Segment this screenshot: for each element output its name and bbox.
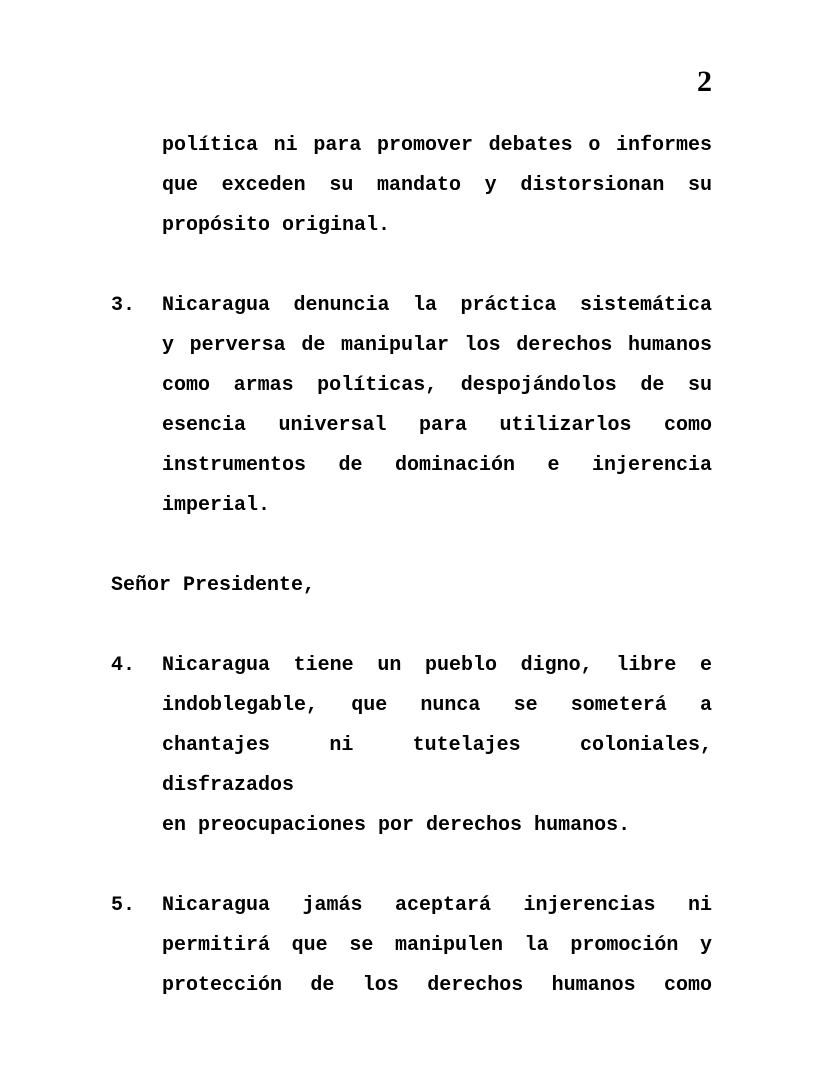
salutation-line — [111, 566, 712, 606]
document-body — [111, 126, 725, 1046]
text-line: permitirá que se manipulen la promoción y — [162, 934, 712, 957]
text-line: y perversa de manipular los derechos humanos — [162, 334, 712, 357]
text-line: Nicaragua tiene un pueblo digno, libre e — [162, 654, 712, 677]
text-line: indoblegable, que nunca se someterá a — [162, 694, 712, 717]
text-line: en preocupaciones por derechos humanos. — [162, 814, 631, 837]
paragraph-number: 3. — [111, 294, 136, 317]
numbered-paragraph — [111, 646, 725, 846]
text-line: política ni para promover debates o informes — [162, 134, 712, 157]
text-line: protección de los derechos humanos como — [162, 974, 712, 997]
text-line: propósito original. — [162, 214, 391, 237]
text-line: imperial. — [162, 494, 271, 517]
text-line: instrumentos de dominación e injerencia — [162, 454, 712, 477]
text-line: como armas políticas, despojándolos de su — [162, 374, 712, 397]
text-line: Nicaragua denuncia la práctica sistemática — [162, 294, 712, 317]
numbered-paragraph — [111, 286, 712, 526]
text-line: esencia universal para utilizarlos como — [162, 414, 712, 437]
paragraph-number: 4. — [111, 654, 136, 677]
page-number: 2 — [697, 65, 712, 98]
continuation-paragraph — [111, 126, 712, 246]
text-line: chantajes ni tutelajes coloniales, disfrazados — [162, 734, 725, 797]
text-line: que exceden su mandato y distorsionan su — [162, 174, 712, 197]
text-line: Nicaragua jamás aceptará injerencias ni — [162, 894, 712, 917]
text-line: Señor Presidente, — [111, 574, 316, 597]
paragraph-number: 5. — [111, 894, 136, 917]
numbered-paragraph — [111, 886, 712, 1006]
